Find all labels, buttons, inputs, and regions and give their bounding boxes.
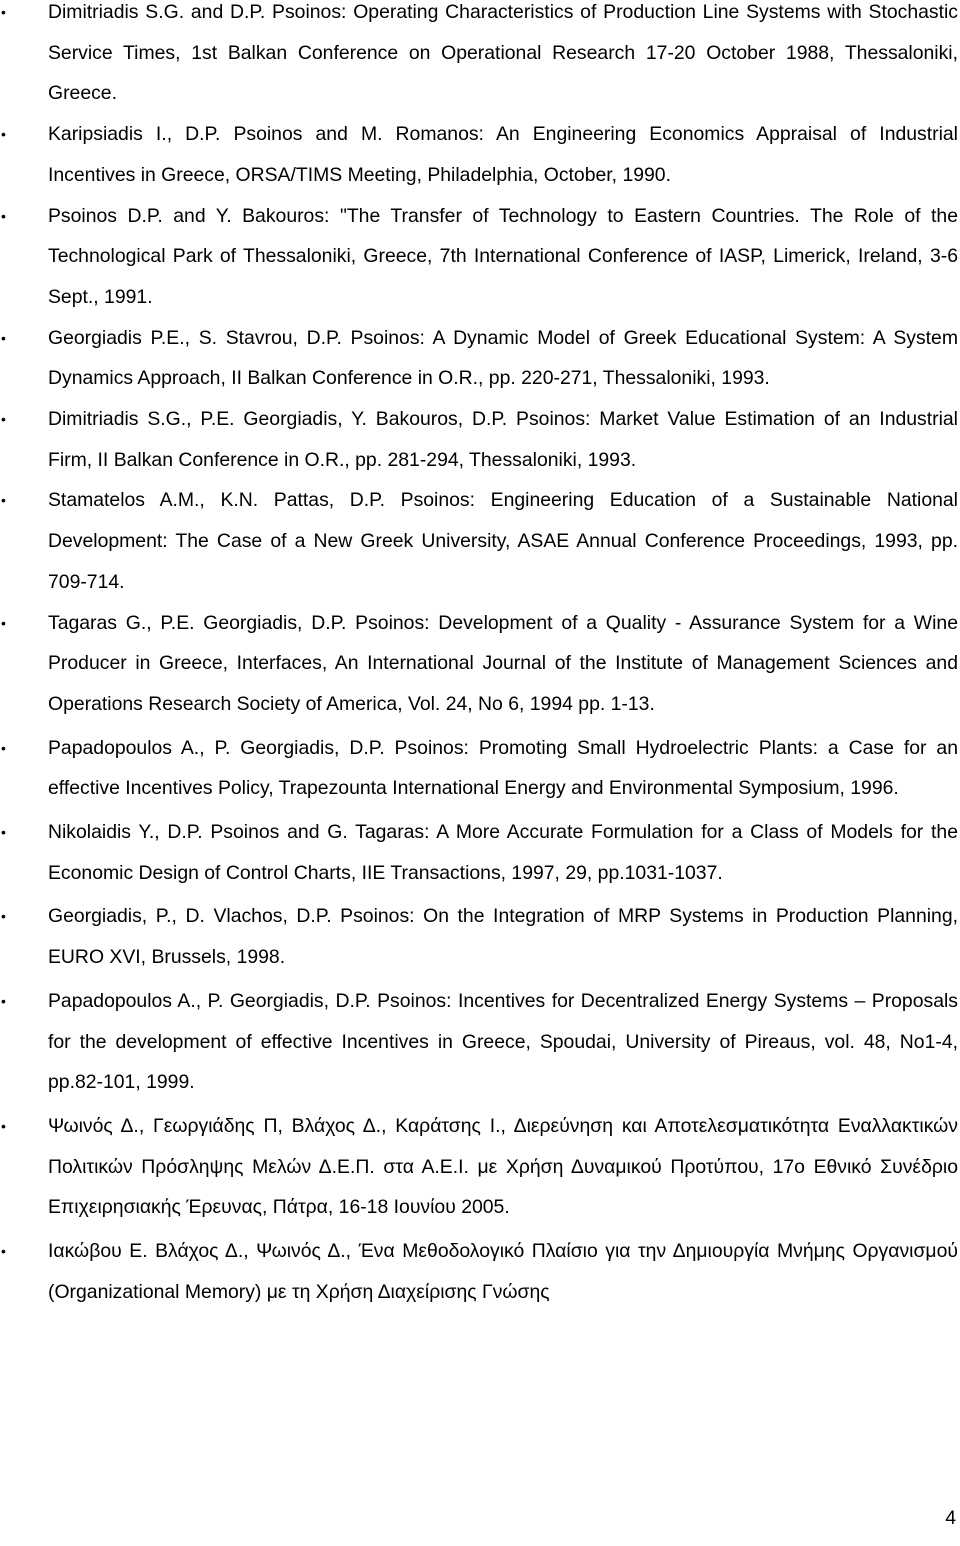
- bullet-icon: •: [1, 411, 6, 428]
- reference-item: [0, 196, 958, 318]
- reference-item: [0, 728, 958, 809]
- bullet-icon: •: [1, 992, 6, 1009]
- reference-item: [0, 114, 958, 195]
- reference-text: Karipsiadis I., D.P. Psoinos and M. Romanos: An Engineering Economics Appraisal of Industrial Incentives in Greece, ORSA/TIMS Meeting, Philadelphia, October, 1990.: [48, 123, 958, 186]
- reference-text: Papadopoulos A., P. Georgiadis, D.P. Psoinos: Incentives for Decentralized Energy Systems – Proposals for the development of effective Incentives in Greece, Spoudai, University of Pireaus, vol. 48, No1-4, pp.82-101, 1999.: [48, 989, 958, 1094]
- page-number: 4: [945, 1507, 956, 1529]
- bullet-icon: •: [1, 1243, 6, 1260]
- reference-text: Nikolaidis Y., D.P. Psoinos and G. Tagaras: A More Accurate Formulation for a Class of Models for the Economic Design of Control Charts, IIE Transactions, 1997, 29, pp.1031-1037.: [48, 821, 958, 884]
- reference-item: [0, 0, 958, 114]
- reference-item: [0, 399, 958, 480]
- reference-text: Papadopoulos A., P. Georgiadis, D.P. Psoinos: Promoting Small Hydroelectric Plants: a Case for an effective Incentives Policy, Trapezounta International Energy and Environmental Symposium, 1996.: [48, 736, 958, 800]
- bullet-icon: •: [1, 739, 6, 756]
- reference-item: [0, 318, 958, 399]
- bullet-icon: •: [1, 207, 6, 224]
- bullet-icon: •: [1, 614, 6, 631]
- bullet-icon: •: [1, 824, 6, 841]
- reference-item: [0, 603, 958, 725]
- reference-text: Ιακώβου Ε. Βλάχος Δ., Ψωινός Δ., Ένα Μεθοδολογικό Πλαίσιο για την Δημιουργία Μνήμης Οργανισμού (Organizational Memory) με τη Χρήση Διαχείρισης Γνώσης: [48, 1240, 958, 1303]
- reference-item: [0, 1106, 958, 1228]
- bullet-icon: •: [1, 4, 6, 20]
- reference-text: Ψωινός Δ., Γεωργιάδης Π, Βλάχος Δ., Καράτσης Ι., Διερεύνηση και Αποτελεσματικότητα Εναλλακτικών Πολιτικών Πρόσληψης Μελών Δ.Ε.Π. στα Α.Ε.Ι. με Χρήση Δυναμικού Προτύπου, 17ο Εθνικό Συνέδριο Επιχειρησιακής Έρευνας, Πάτρα, 16-18 Ιουνίου 2005.: [48, 1114, 958, 1219]
- reference-text: Psoinos D.P. and Y. Bakouros: "The Transfer of Technology to Eastern Countries. The Role of the Technological Park of Thessaloniki, Greece, 7th International Conference of IASP, Limerick, Ireland, 3-6 Sept., 1991.: [48, 204, 958, 308]
- bullet-icon: •: [1, 1117, 6, 1134]
- reference-text: Tagaras G., P.E. Georgiadis, D.P. Psoinos: Development of a Quality - Assurance System for a Wine Producer in Greece, Interfaces, An International Journal of the Institute of Management Sciences and Operations Research Society of America, Vol. 24, No 6, 1994 pp. 1-13.: [48, 611, 958, 715]
- reference-text: Dimitriadis S.G. and D.P. Psoinos: Operating Characteristics of Production Line Systems with Stochastic Service Times, 1st Balkan Conference on Operational Research 17-20 October 1988, Thessaloniki, Greece.: [48, 1, 958, 105]
- reference-item: [0, 896, 958, 977]
- bullet-icon: •: [1, 126, 6, 143]
- reference-text: Dimitriadis S.G., P.E. Georgiadis, Y. Bakouros, D.P. Psoinos: Market Value Estimation of an Industrial Firm, II Balkan Conference in O.R., pp. 281-294, Thessaloniki, 1993.: [48, 408, 958, 471]
- reference-text: Georgiadis, P., D. Vlachos, D.P. Psoinos: On the Integration of MRP Systems in Production Planning, EURO XVI, Brussels, 1998.: [48, 905, 958, 969]
- reference-text: Stamatelos A.M., K.N. Pattas, D.P. Psoinos: Engineering Education of a Sustainable National Development: The Case of a New Greek University, ASAE Annual Conference Proceedings, 1993, pp. 709-714.: [48, 489, 958, 593]
- reference-item: [0, 981, 958, 1103]
- bullet-icon: •: [1, 908, 6, 925]
- reference-item: [0, 480, 958, 602]
- reference-item: [0, 1231, 958, 1312]
- reference-item: [0, 812, 958, 893]
- bullet-icon: •: [1, 492, 6, 509]
- bullet-icon: •: [1, 329, 6, 346]
- reference-text: Georgiadis P.E., S. Stavrou, D.P. Psoinos: A Dynamic Model of Greek Educational System: A System Dynamics Approach, II Balkan Conference in O.R., pp. 220-271, Thessaloniki, 1993.: [48, 326, 958, 390]
